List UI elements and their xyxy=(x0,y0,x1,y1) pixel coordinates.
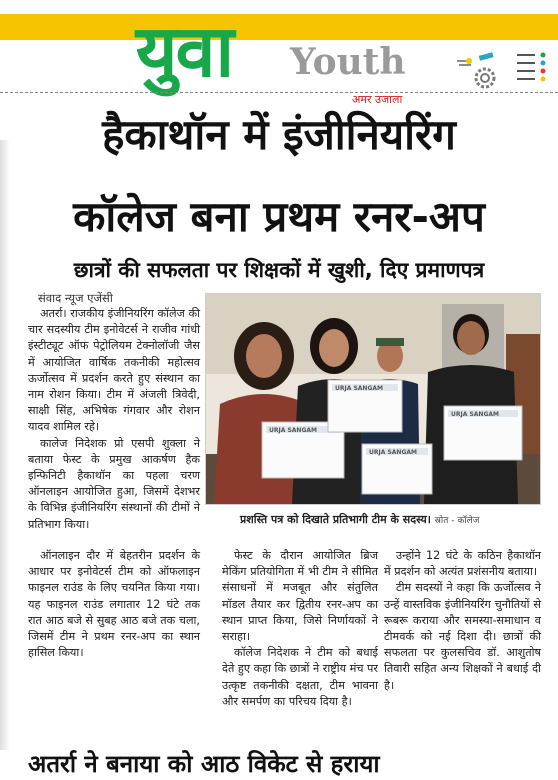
news-photo xyxy=(205,293,541,505)
gear-icon xyxy=(476,69,494,87)
certificate-heading: URJA SANGAM xyxy=(451,411,499,418)
publisher-name: अमर उजाला xyxy=(352,93,403,106)
section-logo-text: युवा xyxy=(135,9,233,93)
next-article-headline: अतर्रा ने बनाया को आठ विकेट से हराया xyxy=(28,750,380,778)
certificate xyxy=(444,406,522,460)
checklist-icon xyxy=(517,53,546,82)
subheadline: छात्रों की सफलता पर शिक्षकों में खुशी, दिए प्रमाणपत्र xyxy=(73,258,485,282)
column-1-bottom xyxy=(28,548,200,661)
section-logo xyxy=(95,8,273,94)
certificate xyxy=(328,380,402,432)
paragraph: टीम सदस्यों ने कहा कि ऊर्जोत्सव ने उन्हें वास्तविक इंजीनियरिंग चुनौतियों से रूबरू कराया और समस्या-समाधान व टीमवर्क को नई दिशा दी। छात्रों की सफलता पर कुलसचिव डॉ. आशुतोष तिवारी सहित अन्य शिक्षकों ने बधाई दी है। xyxy=(384,581,541,692)
certificate-heading: URJA SANGAM xyxy=(369,449,417,456)
paragraph: ऑनलाइन दौर में बेहतरीन प्रदर्शन के आधार पर इनोवेटर्स टीम को ऑफलाइन फाइनल राउंड के लिए चयनित किया गया। यह फाइनल राउंड लगातार 12 घंटे तक रात आठ बजे से सुबह आठ बजे तक चला, जिसमें टीम ने प्रथम रनर-अप का स्थान हासिल किया। xyxy=(28,549,200,660)
certificate-heading: URJA SANGAM xyxy=(269,427,317,434)
photo-illustration xyxy=(206,294,540,504)
paragraph: उन्होंने 12 घंटे के कठिन हैकाथॉन में प्रदर्शन को अत्यंत प्रशंसनीय बताया। xyxy=(384,549,541,579)
photo-caption-text: प्रशस्ति पत्र को दिखाते प्रतिभागी टीम के सदस्य। xyxy=(240,513,431,526)
section-subtitle: Youth xyxy=(290,41,406,83)
header-divider xyxy=(0,92,558,93)
paragraph: कॉलेज निदेशक ने टीम को बधाई देते हुए कहा कि छात्रों ने राष्ट्रीय मंच पर उत्कृष्ट तकनीकी दक्षता, टीम भावना और समर्पण का परिचय दिया है। xyxy=(222,646,378,708)
photo-caption xyxy=(240,512,479,527)
certificate xyxy=(362,444,432,494)
header-band xyxy=(0,14,558,40)
headline-line-2: कॉलेज बना प्रथम रनर-अप xyxy=(73,192,485,241)
byline: संवाद न्यूज एजेंसी xyxy=(38,291,113,305)
pencil-icon xyxy=(479,52,494,60)
column-1-top xyxy=(28,306,200,533)
bulb-icon xyxy=(457,58,472,66)
paragraph: अतर्रा। राजकीय इंजीनियरिंग कॉलेज की चार सदस्यीय टीम इनोवेटर्स ने राजीव गांधी इंस्टीट्यूट ऑफ पेट्रोलियम टेक्नोलॉजी जैस में आयोजित वार्षिक तकनीकी महोत्सव ऊर्जोत्सव में प्रदर्शन करते हुए संस्थान का नाम रोशन किया। टीम में अंजली त्रिवेदी, साक्षी सिंह, अभिषेक गंगवार और रोशन यादव शामिल रहे। xyxy=(28,307,200,434)
headline-line-1: हैकाथॉन में इंजीनियरिंग xyxy=(102,110,456,159)
photo-source: स्रोत - कॉलेज xyxy=(434,516,480,526)
header-icons xyxy=(455,52,555,92)
paragraph: कालेज निदेशक प्रो एसपी शुक्ला ने बताया फेस्ट के प्रमुख आकर्षण हैक इन्फिनिटी हैकाथॉन का पहला चरण ऑनलाइन आयोजित हुआ, जिसमें देशभर के विभिन्न इंजीनियरिंग संस्थानों की टीमों ने प्रतिभाग किया। xyxy=(28,436,200,531)
paragraph: फेस्ट के दौरान आयोजित ब्रिज मेकिंग प्रतियोगिता में भी टीम ने सीमित संसाधनों में मजबूत और संतुलित मॉडल तैयार कर द्वितीय रनर-अप का स्थान प्राप्त किया, जिसे निर्णायकों ने सराहा। xyxy=(222,549,378,644)
column-3 xyxy=(384,548,541,694)
column-2 xyxy=(222,548,378,710)
certificate-heading: URJA SANGAM xyxy=(335,385,383,392)
